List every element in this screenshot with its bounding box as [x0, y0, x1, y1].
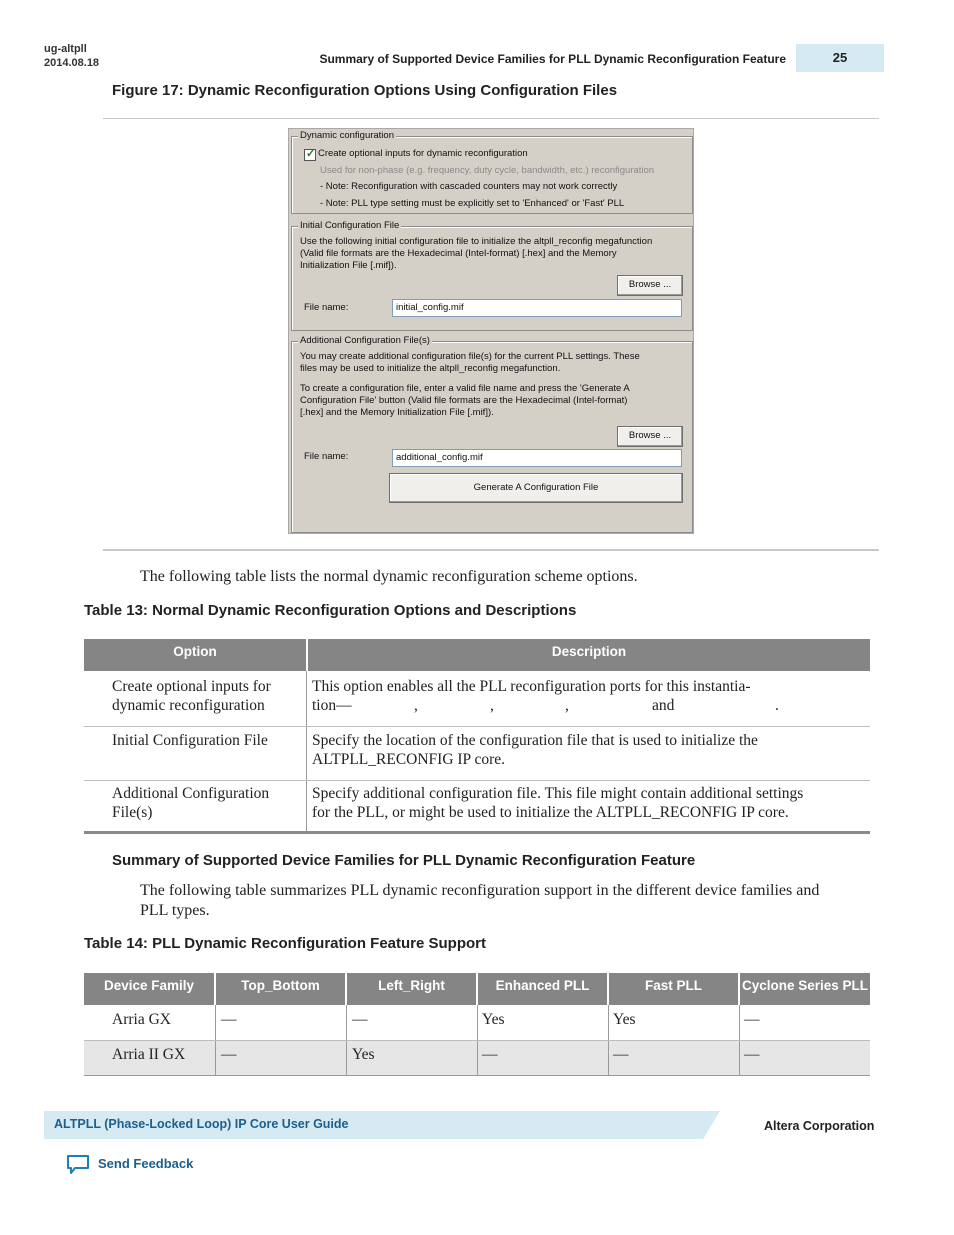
table14-header-cyclone-series-pll: Cyclone Series PLL — [740, 973, 870, 1005]
additional-config-group — [291, 335, 693, 533]
table14-cell: Arria GX — [112, 1011, 171, 1028]
table13-bottom-rule — [84, 831, 870, 834]
description-line: To create a configuration file, enter a valid file name and press the 'Generate A — [300, 383, 630, 394]
table13-row1-separator: , — [490, 697, 494, 714]
table14-cell: — — [744, 1011, 760, 1028]
figure-bottom-rule — [103, 549, 879, 551]
table14-cell: Yes — [482, 1011, 505, 1028]
checkbox-label: Create optional inputs for dynamic reconfiguration — [318, 148, 528, 159]
table14-cell: — — [352, 1011, 368, 1028]
intro-paragraph: The following table lists the normal dynamic reconfiguration scheme options. — [140, 568, 638, 585]
table13-row1-separator: , — [565, 697, 569, 714]
table14-header-fast-pll: Fast PLL — [609, 973, 738, 1005]
running-title: Summary of Supported Device Families for PLL Dynamic Reconfiguration Feature — [319, 52, 786, 66]
footer-guide-title[interactable]: ALTPLL (Phase-Locked Loop) IP Core User Guide — [54, 1117, 349, 1131]
table13-row1-separator: , — [414, 697, 418, 714]
dialog-screenshot — [288, 128, 694, 534]
dynamic-reconfig-checkbox[interactable] — [304, 149, 316, 161]
description-line: Use the following initial configuration file to initialize the altpll_reconfig megafunction — [300, 236, 653, 247]
table14-row-divider — [84, 1040, 870, 1041]
description-line: Initialization File [.mif]). — [300, 260, 397, 271]
table13-row1-option: Create optional inputs for dynamic reconfiguration — [112, 678, 271, 714]
table14-cell: — — [613, 1046, 629, 1063]
table13-row2-option: Initial Configuration File — [112, 732, 268, 749]
table14-cell: Arria II GX — [112, 1046, 186, 1063]
section-heading: Summary of Supported Device Families for PLL Dynamic Reconfiguration Feature — [112, 852, 696, 869]
table13-row1-period: . — [775, 697, 779, 714]
description-line: [.hex] and the Memory Initialization File [.mif]). — [300, 407, 494, 418]
table14-cell: — — [221, 1046, 237, 1063]
file-name-label: File name: — [304, 451, 349, 462]
feedback-icon[interactable] — [66, 1154, 90, 1181]
table13-column-divider — [306, 671, 307, 831]
table14-cell: — — [221, 1011, 237, 1028]
table14-cell: — — [482, 1046, 498, 1063]
initial-file-name-input[interactable]: initial_config.mif — [392, 299, 682, 317]
description-line: Configuration File' button (Valid file formats are the Hexadecimal (Intel-format) — [300, 395, 628, 406]
section-paragraph: The following table summarizes PLL dynamic reconfiguration support in the different device families and PLL types. — [140, 882, 820, 919]
table14-title: Table 14: PLL Dynamic Reconfiguration Feature Support — [84, 935, 487, 952]
description-line: (Valid file formats are the Hexadecimal (Intel-format) [.hex] and the Memory — [300, 248, 617, 259]
checkmark-icon: ✓ — [306, 148, 316, 160]
table14-header-left-right: Left_Right — [347, 973, 476, 1005]
table13-row3-description: Specify additional configuration file. This file might contain additional settings for the PLL, or might be used to initialize the ALTPLL_RECONFIG IP core. — [312, 785, 804, 821]
description-line: files may be used to initialize the altpll_reconfig megafunction. — [300, 363, 561, 374]
table13-title: Table 13: Normal Dynamic Reconfiguration Options and Descriptions — [84, 602, 577, 619]
figure-top-rule — [103, 118, 879, 119]
table14-header-top-bottom: Top_Bottom — [216, 973, 345, 1005]
figure-title: Figure 17: Dynamic Reconfiguration Options Using Configuration Files — [112, 82, 618, 99]
initial-config-group — [291, 220, 693, 331]
browse-button[interactable]: Browse ... — [617, 275, 683, 296]
group-legend: Initial Configuration File — [300, 220, 400, 231]
send-feedback-link[interactable]: Send Feedback — [98, 1156, 194, 1171]
table13-row1-description: This option enables all the PLL reconfiguration ports for this instantia- — [312, 678, 751, 695]
table14-cell: Yes — [352, 1046, 375, 1063]
page-number: 25 — [832, 50, 848, 65]
page-number-box — [796, 44, 884, 72]
group-legend: Additional Configuration File(s) — [300, 335, 430, 346]
note-line: - Note: PLL type setting must be explicitly set to 'Enhanced' or 'Fast' PLL — [320, 198, 625, 209]
browse-button[interactable]: Browse ... — [617, 426, 683, 447]
table13-header-option: Option — [84, 639, 306, 671]
table14-cell: Yes — [613, 1011, 636, 1028]
table14-bottom-rule — [84, 1075, 870, 1076]
dynamic-config-group — [291, 130, 693, 214]
document-id — [44, 42, 99, 70]
doc-code: ug-altpll — [44, 43, 87, 55]
table14-header-device-family: Device Family — [84, 973, 214, 1005]
table13-row2-description: Specify the location of the configuration file that is used to initialize the ALTPLL_RECONFIG IP core. — [312, 732, 758, 768]
table14-cell: — — [744, 1046, 760, 1063]
note-gray: Used for non-phase (e.g. frequency, duty cycle, bandwidth, etc.) reconfiguration — [320, 165, 655, 176]
table13-row1-desc-line2: tion— — [312, 697, 352, 714]
group-legend: Dynamic configuration — [300, 130, 394, 141]
table14-header-enhanced-pll: Enhanced PLL — [478, 973, 607, 1005]
table13-row-divider — [84, 726, 870, 727]
file-name-label: File name: — [304, 302, 349, 313]
note-line: - Note: Reconfiguration with cascaded counters may not work correctly — [320, 181, 618, 192]
generate-config-file-button[interactable]: Generate A Configuration File — [389, 473, 683, 503]
table13-row3-option: Additional Configuration File(s) — [112, 785, 270, 821]
table13-header-description: Description — [308, 639, 870, 671]
description-line: You may create additional configuration file(s) for the current PLL settings. These — [300, 351, 640, 362]
doc-date: 2014.08.18 — [44, 57, 100, 69]
additional-file-name-input[interactable]: additional_config.mif — [392, 449, 682, 467]
footer-company: Altera Corporation — [764, 1119, 875, 1133]
table13-row1-and: and — [652, 697, 675, 714]
table13-row-divider — [84, 780, 870, 781]
